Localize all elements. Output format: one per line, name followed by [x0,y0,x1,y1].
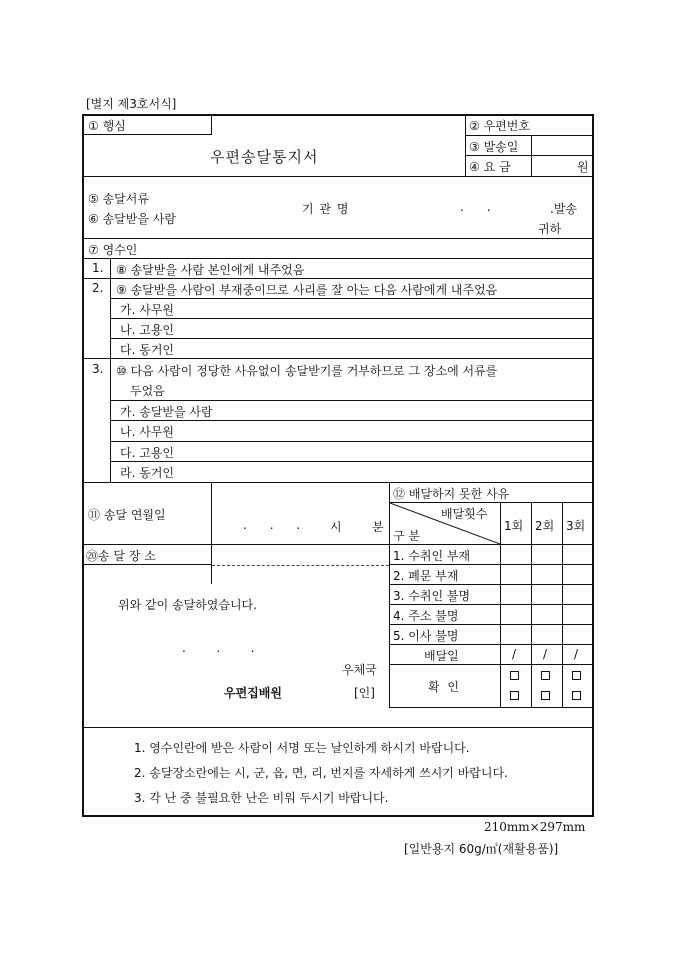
reason-row: 1. 수취인 부재 [393,549,471,563]
item-3-sub: 가. 송달받을 사람 [120,405,213,419]
send-date-dots: . . [460,200,491,214]
item-2-sub: 다. 동거인 [120,343,174,357]
confirm-checkbox[interactable] [572,691,581,700]
item-3-sub: 나. 사무원 [120,425,174,439]
form-number-label: [별지 제3호서식] [86,97,177,111]
undelivered-title: ⑫ 배달하지 못한 사유 [393,487,510,501]
confirm-label: 확 인 [428,680,461,694]
sent-label: .발송 [550,202,577,216]
item-3-text: ⑩ 다음 사람이 정당한 사유없이 송달받기를 거부하므로 그 장소에 서류를 [116,364,498,378]
action-label: ① 행심 [88,119,126,133]
send-date-label: ③ 발송일 [469,140,519,154]
minute-label: 분 [372,520,384,534]
item-3-number: 3. [92,362,104,376]
delivery-day-slash: / [543,647,548,661]
item-3-text-continued: 두었음 [130,384,165,398]
item-2-number: 2. [92,281,104,295]
recipient-label: ⑥ 송달받을 사람 [88,212,176,226]
item-3-sub: 다. 고용인 [120,446,174,460]
delivery-place-label: ⑳송 달 장 소 [86,549,156,563]
delivery-date-label: ⑪ 송달 연월일 [88,508,166,522]
note-line: 3. 각 난 중 불필요한 난은 비워 두시기 바랍니다. [134,791,389,805]
confirm-checkbox[interactable] [510,691,519,700]
reason-row: 2. 폐문 부재 [393,569,459,583]
reason-row: 3. 수취인 불명 [393,589,471,603]
document-label: ⑤ 송달서류 [88,192,149,206]
honorific: 귀하 [538,222,562,236]
confirm-checkbox[interactable] [510,671,519,680]
item-2-sub: 가. 사무원 [120,303,174,317]
item-2-text: ⑨ 송달받을 사람이 부재중이므로 사리를 잘 아는 다음 사람에게 내주었음 [116,283,498,297]
confirm-checkbox[interactable] [541,691,550,700]
attempts-label: 배달횟수 [441,507,488,521]
attempt-col-header: 1회 [504,519,524,533]
paper-size: 210mm×297mm [484,820,586,834]
item-1-number: 1. [92,261,104,275]
item-2-sub: 나. 고용인 [120,323,174,337]
reason-row: 5. 이사 불명 [393,629,459,643]
fee-label: ④ 요 금 [469,160,511,174]
sign-date-dots: . . . [182,641,255,655]
postal-code-label: ② 우편번호 [469,119,530,133]
seal-label: [인] [354,686,375,700]
item-3-sub: 라. 동거인 [120,466,174,480]
reason-row: 4. 주소 불명 [393,609,459,623]
form-title: 우편송달통지서 [210,148,319,166]
statement: 위와 같이 송달하였습니다. [118,598,257,612]
delivery-date-dots: . . . [243,518,301,532]
delivery-day-slash: / [512,647,517,661]
paper-spec: [일반용지 60g/㎡(재활용품)] [404,842,559,856]
item-1-text: ⑧ 송달받을 사람 본인에게 내주었음 [116,263,305,277]
confirm-checkbox[interactable] [572,671,581,680]
attempt-col-header: 3회 [566,519,586,533]
carrier-label: 우편집배원 [224,686,282,700]
attempt-col-header: 2회 [535,519,555,533]
note-line: 2. 송달장소란에는 시, 군, 읍, 면, 리, 번지를 자세하게 쓰시기 바랍니다. [134,766,508,780]
delivery-day-label: 배달일 [424,649,459,663]
hour-label: 시 [330,520,342,534]
confirm-checkbox[interactable] [541,671,550,680]
receiver-label: ⑦ 영수인 [88,243,138,257]
post-office-label: 우체국 [342,663,377,677]
delivery-day-slash: / [574,647,579,661]
agency-label: 기 관 명 [302,202,350,216]
note-line: 1. 영수인란에 받은 사람이 서명 또는 날인하게 하시기 바랍니다. [134,741,470,755]
category-label: 구 분 [393,529,420,543]
fee-unit: 원 [577,160,589,174]
